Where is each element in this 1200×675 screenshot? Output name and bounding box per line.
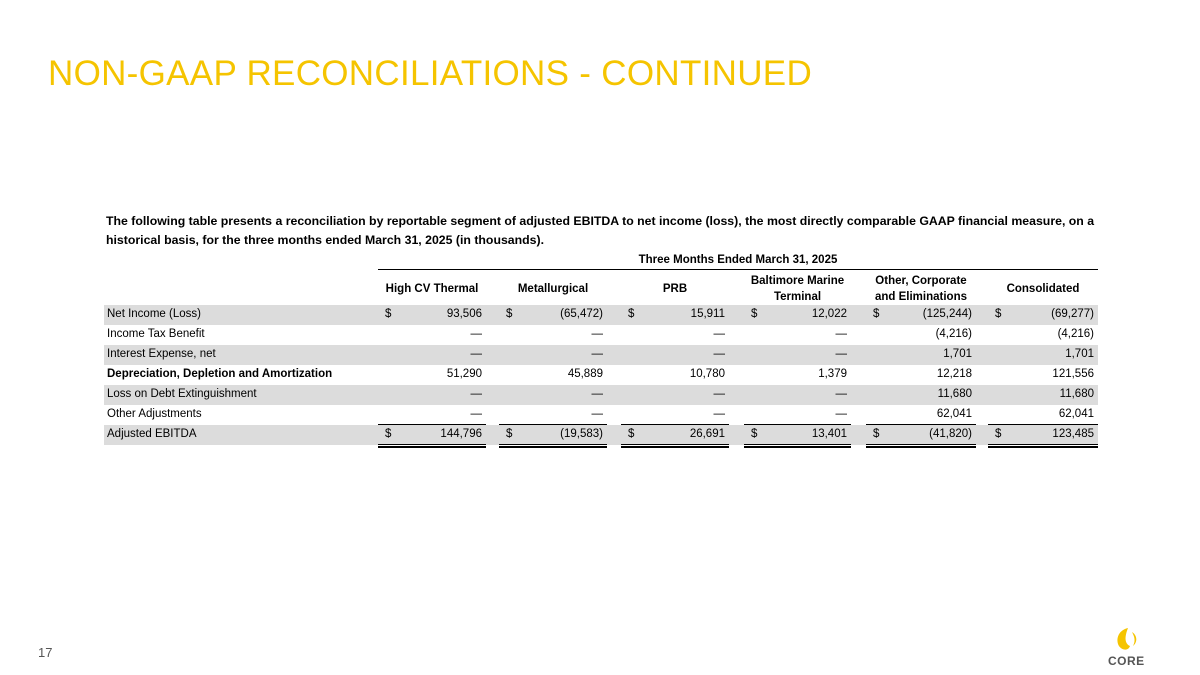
period-header: Three Months Ended March 31, 2025: [638, 254, 838, 266]
table-cell: [744, 425, 851, 445]
table-row: [104, 425, 1098, 445]
subtotal-rule: [744, 424, 851, 425]
column-header-other-corporate: [866, 272, 976, 306]
cell-value: —: [835, 408, 847, 420]
row-label: Depreciation, Depletion and Amortization: [107, 368, 333, 380]
table-cell: [499, 325, 607, 345]
cell-value: 1,379: [818, 368, 847, 380]
table-cell: [866, 325, 976, 345]
cell-value: 10,780: [689, 368, 725, 380]
cell-value: (19,583): [560, 428, 603, 440]
cell-value: —: [835, 348, 847, 360]
cell-value: 13,401: [811, 428, 847, 440]
cell-value: 11,680: [1059, 388, 1094, 400]
table-cell: [499, 385, 607, 405]
table-cell: [378, 345, 486, 365]
table-cell: [988, 305, 1098, 325]
cell-value: —: [591, 408, 603, 420]
cell-value: 15,911: [690, 308, 725, 320]
cell-value: (4,216): [1057, 328, 1094, 340]
subtotal-rule: [499, 424, 607, 425]
total-double-rule: [744, 444, 851, 448]
subtotal-rule: [378, 424, 486, 425]
table-cell: [621, 365, 729, 385]
table-cell: [866, 425, 976, 445]
table-cell: [744, 365, 851, 385]
cell-value: 1,701: [1065, 348, 1094, 360]
subtotal-rule: [988, 424, 1098, 425]
table-cell: [988, 405, 1098, 425]
total-double-rule: [988, 444, 1098, 448]
table-cell: [499, 305, 607, 325]
row-label: Loss on Debt Extinguishment: [107, 388, 257, 400]
cell-value: 144,796: [440, 428, 482, 440]
table-cell: [988, 325, 1098, 345]
page-number: 17: [38, 645, 53, 660]
cell-value: 26,691: [689, 428, 725, 440]
period-rule: [378, 269, 1098, 270]
row-label: Income Tax Benefit: [107, 328, 205, 340]
cell-value: —: [470, 408, 482, 420]
page-title: NON-GAAP RECONCILIATIONS - CONTINUED: [48, 54, 813, 93]
table-cell: [378, 425, 486, 445]
cell-value: (69,277): [1051, 308, 1094, 320]
cell-value: 1,701: [943, 348, 972, 360]
row-label: Net Income (Loss): [107, 308, 201, 320]
cell-value: —: [835, 328, 847, 340]
currency-symbol: $: [506, 428, 513, 440]
table-cell: [499, 425, 607, 445]
cell-value: 123,485: [1052, 428, 1094, 440]
table-cell: [621, 325, 729, 345]
cell-value: 62,041: [1058, 408, 1094, 420]
cell-value: 121,556: [1052, 368, 1094, 380]
table-cell: [866, 305, 976, 325]
column-header-high-cv-thermal: High CV Thermal: [378, 272, 486, 306]
currency-symbol: $: [873, 308, 880, 320]
currency-symbol: $: [995, 428, 1002, 440]
table-cell: [744, 325, 851, 345]
currency-symbol: $: [506, 308, 513, 320]
column-header-consolidated: Consolidated: [988, 272, 1098, 306]
table-cell: [378, 405, 486, 425]
currency-symbol: $: [385, 308, 392, 320]
row-label: Adjusted EBITDA: [107, 428, 197, 440]
currency-symbol: $: [873, 428, 880, 440]
table-cell: [621, 345, 729, 365]
cell-value: (4,216): [935, 328, 972, 340]
table-cell: [499, 365, 607, 385]
cell-value: 12,022: [811, 308, 847, 320]
table-cell: [621, 425, 729, 445]
currency-symbol: $: [751, 428, 758, 440]
cell-value: 45,889: [567, 368, 603, 380]
total-double-rule: [499, 444, 607, 448]
table-cell: [866, 405, 976, 425]
table-cell: [621, 385, 729, 405]
cell-value: (65,472): [560, 308, 603, 320]
row-label: Interest Expense, net: [107, 348, 216, 360]
total-double-rule: [866, 444, 976, 448]
cell-value: —: [713, 388, 725, 400]
table-cell: [621, 305, 729, 325]
cell-value: —: [591, 388, 603, 400]
cell-value: —: [591, 348, 603, 360]
currency-symbol: $: [995, 308, 1002, 320]
table-cell: [744, 305, 851, 325]
total-double-rule: [378, 444, 486, 448]
cell-value: 51,290: [446, 368, 482, 380]
core-logo-text: CORE: [1108, 654, 1145, 668]
table-cell: [499, 405, 607, 425]
column-header-label: Baltimore Marine Terminal: [750, 274, 845, 303]
table-cell: [866, 385, 976, 405]
subtotal-rule: [621, 424, 729, 425]
table-cell: [988, 345, 1098, 365]
cell-value: (125,244): [922, 308, 972, 320]
row-label: Other Adjustments: [107, 408, 202, 420]
table-row: [104, 305, 1098, 325]
currency-symbol: $: [385, 428, 392, 440]
table-cell: [499, 345, 607, 365]
cell-value: —: [835, 388, 847, 400]
table-cell: [744, 405, 851, 425]
table-cell: [866, 345, 976, 365]
table-row: [104, 325, 1098, 345]
cell-value: —: [591, 328, 603, 340]
cell-value: —: [470, 328, 482, 340]
table-cell: [744, 385, 851, 405]
table-cell: [744, 345, 851, 365]
table-row: [104, 405, 1098, 425]
table-cell: [378, 365, 486, 385]
cell-value: 12,218: [936, 368, 972, 380]
cell-value: —: [713, 348, 725, 360]
table-cell: [621, 405, 729, 425]
currency-symbol: $: [628, 428, 635, 440]
cell-value: 11,680: [937, 388, 972, 400]
cell-value: —: [713, 328, 725, 340]
table-row: [104, 385, 1098, 405]
currency-symbol: $: [628, 308, 635, 320]
table-cell: [378, 385, 486, 405]
table-cell: [378, 325, 486, 345]
cell-value: —: [470, 348, 482, 360]
table-row: [104, 345, 1098, 365]
intro-text: The following table presents a reconciliation by reportable segment of adjusted EBITDA to net income (loss), the most directly comparable GAAP financial measure, on a historical basis, for the three months ended March 31, 2025 (in thousands).: [106, 214, 1095, 247]
cell-value: —: [713, 408, 725, 420]
table-cell: [988, 425, 1098, 445]
cell-value: —: [470, 388, 482, 400]
table-cell: [988, 385, 1098, 405]
table-row: [104, 365, 1098, 385]
table-cell: [378, 305, 486, 325]
table-cell: [866, 365, 976, 385]
currency-symbol: $: [751, 308, 758, 320]
table-cell: [988, 365, 1098, 385]
total-double-rule: [621, 444, 729, 448]
column-header-baltimore-marine-terminal: [744, 272, 851, 306]
cell-value: 93,506: [446, 308, 482, 320]
cell-value: (41,820): [929, 428, 972, 440]
column-header-label: Other, Corporate and Eliminations: [874, 274, 967, 303]
column-header-prb: PRB: [621, 272, 729, 306]
cell-value: 62,041: [936, 408, 972, 420]
column-header-metallurgical: Metallurgical: [499, 272, 607, 306]
subtotal-rule: [866, 424, 976, 425]
